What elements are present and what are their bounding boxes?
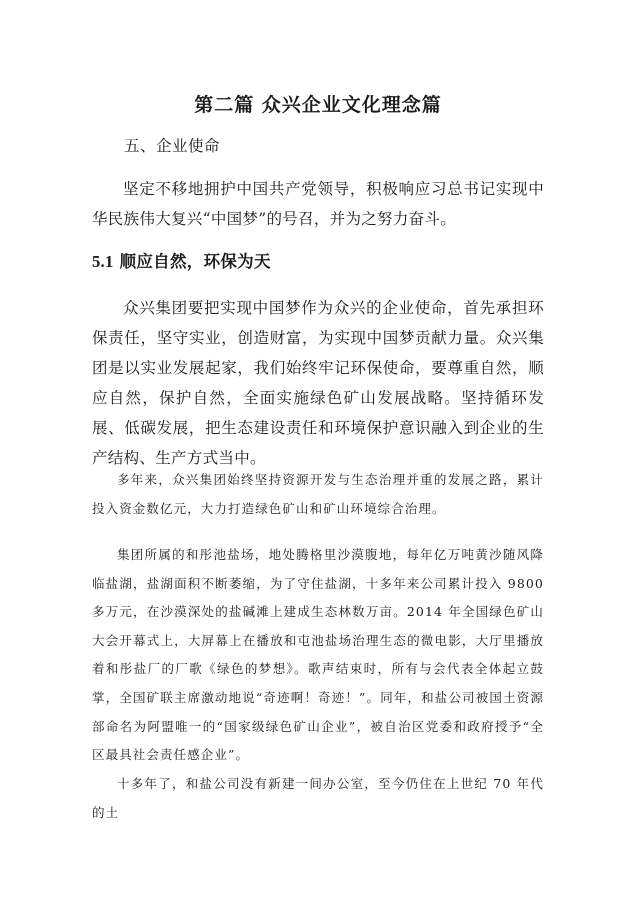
paragraph-investment: 多年来，众兴集团始终坚持资源开发与生态治理并重的发展之路，累计投入资金数亿元，大力打造绿色矿山和矿山环境综合治理。 <box>92 472 544 516</box>
subsection-title: 顺应自然，环保为天 <box>119 252 271 271</box>
paragraph-office: 十多年了，和盐公司没有新建一间办公室，至今仍住在上世纪 70 年代的土 <box>92 776 544 820</box>
mission-paragraph: 坚定不移地拥护中国共产党领导，积极响应习总书记实现中华民族伟大复兴“中国梦”的号召，并为之努力奋斗。 <box>92 180 544 228</box>
paragraph-intro: 众兴集团要把实现中国梦作为众兴的企业使命，首先承担环保责任，坚守实业，创造财富，为实现中国梦贡献力量。众兴集团是以实业发展起家，我们始终牢记环保使命，要尊重自然，顺应自然，保护自然，全面实施绿色矿山发展战略。坚持循环发展、低碳发展，把生态建设责任和环境保护意识融入到企业的生产结构、生产方式当中。 <box>92 299 544 467</box>
section-heading: 五、企业使命 <box>124 137 221 155</box>
chapter-title: 第二篇 众兴企业文化理念篇 <box>194 94 442 116</box>
subsection-heading <box>92 250 271 274</box>
subsection-number: 5.1 <box>92 252 114 271</box>
paragraph-salt-lake: 集团所属的和彤池盐场，地处腾格里沙漠腹地，每年亿万吨黄沙随风降临盐湖，盐湖面积不断萎缩，为了守住盐湖，十多年来公司累计投入 9800 多万元，在沙漠深处的盐碱滩上建成生态林数万亩。2014 年全国绿色矿山大会开幕式上，大屏幕上在播放和屯池盐场治理生态的微电影，大厅里播放着和彤盐厂的厂歌《绿色的梦想》。歌声结束时，所有与会代表全体起立鼓掌，全国矿联主席激动地说“奇迹啊！奇迹！”。同年，和盐公司被国土资源部命名为阿盟唯一的“国家级绿色矿山企业”，被自治区党委和政府授予“全区最具社会责任感企业”。 <box>92 547 544 763</box>
